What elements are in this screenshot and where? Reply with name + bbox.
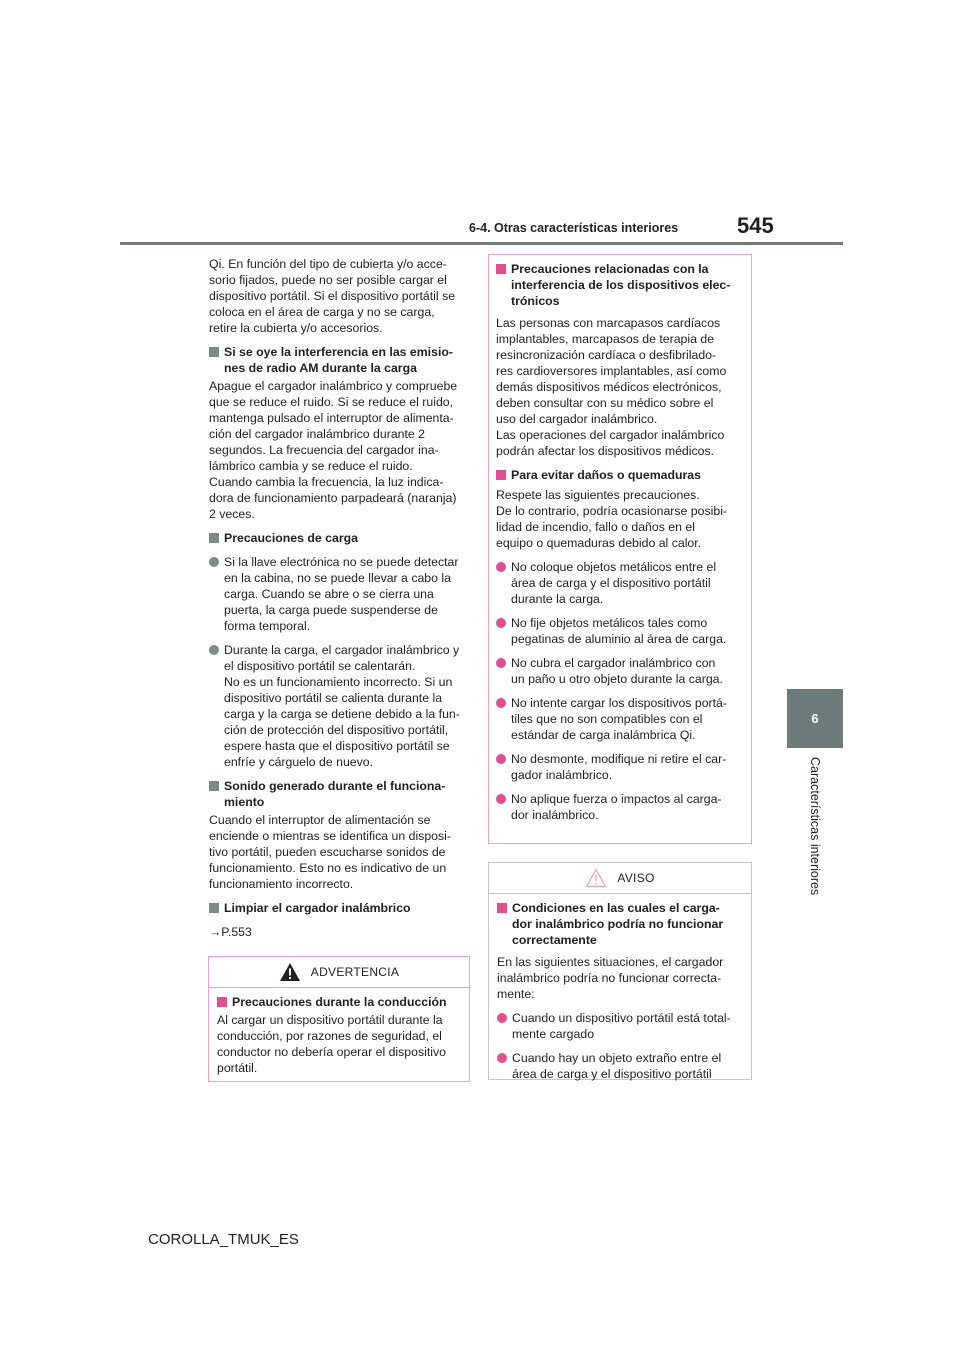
page-number: 545 xyxy=(737,213,774,238)
circle-bullet-icon xyxy=(497,1013,507,1023)
circle-bullet-icon xyxy=(497,1053,507,1063)
list-item: No aplique fuerza o impactos al carga- dor inalámbrico. xyxy=(496,791,750,823)
chapter-tab[interactable]: 6 xyxy=(787,689,843,748)
circle-bullet-icon xyxy=(496,658,506,668)
list-item: No intente cargar los dispositivos portá- tiles que no son compatibles con el estándar de carga inalámbrica Qi. xyxy=(496,695,750,743)
chapter-label: Características interiores xyxy=(808,757,822,896)
charger-conditions-paragraph: En las siguientes situaciones, el cargador inalámbrico podría no funcionar correcta- mente: xyxy=(497,955,724,1001)
warning-triangle-icon xyxy=(279,962,301,982)
circle-bullet-icon xyxy=(209,645,219,655)
driving-precautions-paragraph: Al cargar un dispositivo portátil durante la conducción, por razones de seguridad, el conductor no debería operar el dispositivo portátil. xyxy=(217,1013,446,1075)
heading-avoid-damage: Para evitar daños o quemaduras xyxy=(496,467,750,483)
square-bullet-icon xyxy=(209,903,219,913)
advertencia-body xyxy=(209,988,469,1076)
caution-triangle-icon xyxy=(585,868,607,888)
aviso-title: AVISO xyxy=(617,871,655,885)
circle-bullet-icon xyxy=(496,698,506,708)
list-item: No fije objetos metálicos tales como pegatinas de aluminio al área de carga. xyxy=(496,615,750,647)
section-title: 6-4. Otras características interiores xyxy=(469,221,679,235)
circle-bullet-icon xyxy=(496,794,506,804)
heading-charger-conditions: Condiciones en las cuales el carga- dor inalámbrico podría no funcionar correctamente xyxy=(497,900,743,948)
right-column xyxy=(496,261,750,831)
square-bullet-icon xyxy=(496,264,506,274)
square-bullet-icon xyxy=(217,997,227,1007)
intro-paragraph: Qi. En función del tipo de cubierta y/o acce- sorio fijados, puede no ser posible cargar el dispositivo portátil. Si el dispositivo portátil se coloca en el área de carga y no se carga, retire la cubierta y/o accesorios. xyxy=(209,257,456,335)
square-bullet-icon xyxy=(209,347,219,357)
aviso-box xyxy=(488,862,752,1080)
aviso-body xyxy=(489,894,751,1082)
electronic-interference-paragraph: Las personas con marcapasos cardíacos implantables, marcapasos de terapia de resincronización cardíaca o desfibrilado- res cardioversores implantables, así como demás dispositivos médicos electrónicos, deben consultar con su médico sobre el uso del cargador inalámbrico. Las operaciones del cargador inalámbrico podrán afectar los dispositivos médicos. xyxy=(496,316,727,458)
page-reference-link[interactable]: P.553 xyxy=(221,925,252,939)
circle-bullet-icon xyxy=(496,754,506,764)
list-item: No coloque objetos metálicos entre el área de carga y el dispositivo portátil durante la carga. xyxy=(496,559,750,607)
square-bullet-icon xyxy=(496,470,506,480)
heading-am-interference: Si se oye la interferencia en las emisio- nes de radio AM durante la carga xyxy=(209,344,471,376)
list-item: No desmonte, modifique ni retire el car- gador inalámbrico. xyxy=(496,751,750,783)
page-reference[interactable] xyxy=(209,924,471,940)
am-interference-paragraph: Apague el cargador inalámbrico y compruebe que se reduce el ruido. Si se reduce el ruido, mantenga pulsado el interruptor de alimenta- ción del cargador inalámbrico durante 2 segundos. La frecuencia del cargador ina- lámbrico cambia y se reduce el ruido. Cuando cambia la frecuencia, la luz indica- dora de funcionamiento parpadeará (naranja) 2 veces. xyxy=(209,379,458,521)
circle-bullet-icon xyxy=(496,562,506,572)
aviso-header xyxy=(489,863,751,894)
list-item: Cuando un dispositivo portátil está total- mente cargado xyxy=(497,1010,743,1042)
list-item: Durante la carga, el cargador inalámbrico y el dispositivo portátil se calentarán. No es un funcionamiento incorrecto. Si un dispositivo portátil se calienta durante la carga y la carga se detiene debido a la fun- ción de protección del dispositivo portátil, espere hasta que el dispositivo portátil se enfríe y cárguelo de nuevo. xyxy=(209,642,471,770)
circle-bullet-icon xyxy=(209,557,219,567)
heading-electronic-interference: Precauciones relacionadas con la interferencia de los dispositivos elec- trónicos xyxy=(496,261,750,309)
square-bullet-icon xyxy=(209,533,219,543)
list-item: Si la llave electrónica no se puede detectar en la cabina, no se puede llevar a cabo la carga. Cuando se abre o se cierra una puerta, la carga puede suspenderse de forma temporal. xyxy=(209,554,471,634)
document-code: COROLLA_TMUK_ES xyxy=(148,1231,299,1248)
left-column xyxy=(209,256,471,948)
square-bullet-icon xyxy=(209,781,219,791)
header-divider xyxy=(120,242,843,245)
circle-bullet-icon xyxy=(496,618,506,628)
advertencia-box xyxy=(208,956,470,1082)
heading-driving-precautions: Precauciones durante la conducción xyxy=(217,994,461,1010)
square-bullet-icon xyxy=(497,903,507,913)
arrow-right-icon: → xyxy=(209,925,222,939)
advertencia-title: ADVERTENCIA xyxy=(310,965,400,979)
heading-charging-precautions: Precauciones de carga xyxy=(209,530,471,546)
heading-operation-sound: Sonido generado durante el funciona- miento xyxy=(209,778,471,810)
heading-cleaning: Limpiar el cargador inalámbrico xyxy=(209,900,471,916)
avoid-damage-paragraph: Respete las siguientes precauciones. De lo contrario, podría ocasionarse posibi- lidad de incendio, fallo o daños en el equipo o quemaduras debido al calor. xyxy=(496,488,728,550)
list-item: Cuando hay un objeto extraño entre el área de carga y el dispositivo portátil xyxy=(497,1050,743,1082)
advertencia-header xyxy=(209,957,469,988)
list-item: No cubra el cargador inalámbrico con un paño u otro objeto durante la carga. xyxy=(496,655,750,687)
operation-sound-paragraph: Cuando el interruptor de alimentación se enciende o mientras se identifica un disposi- tivo portátil, pueden escucharse sonidos de funcionamiento. Esto no es indicativo de un funcionamiento incorrecto. xyxy=(209,813,451,891)
